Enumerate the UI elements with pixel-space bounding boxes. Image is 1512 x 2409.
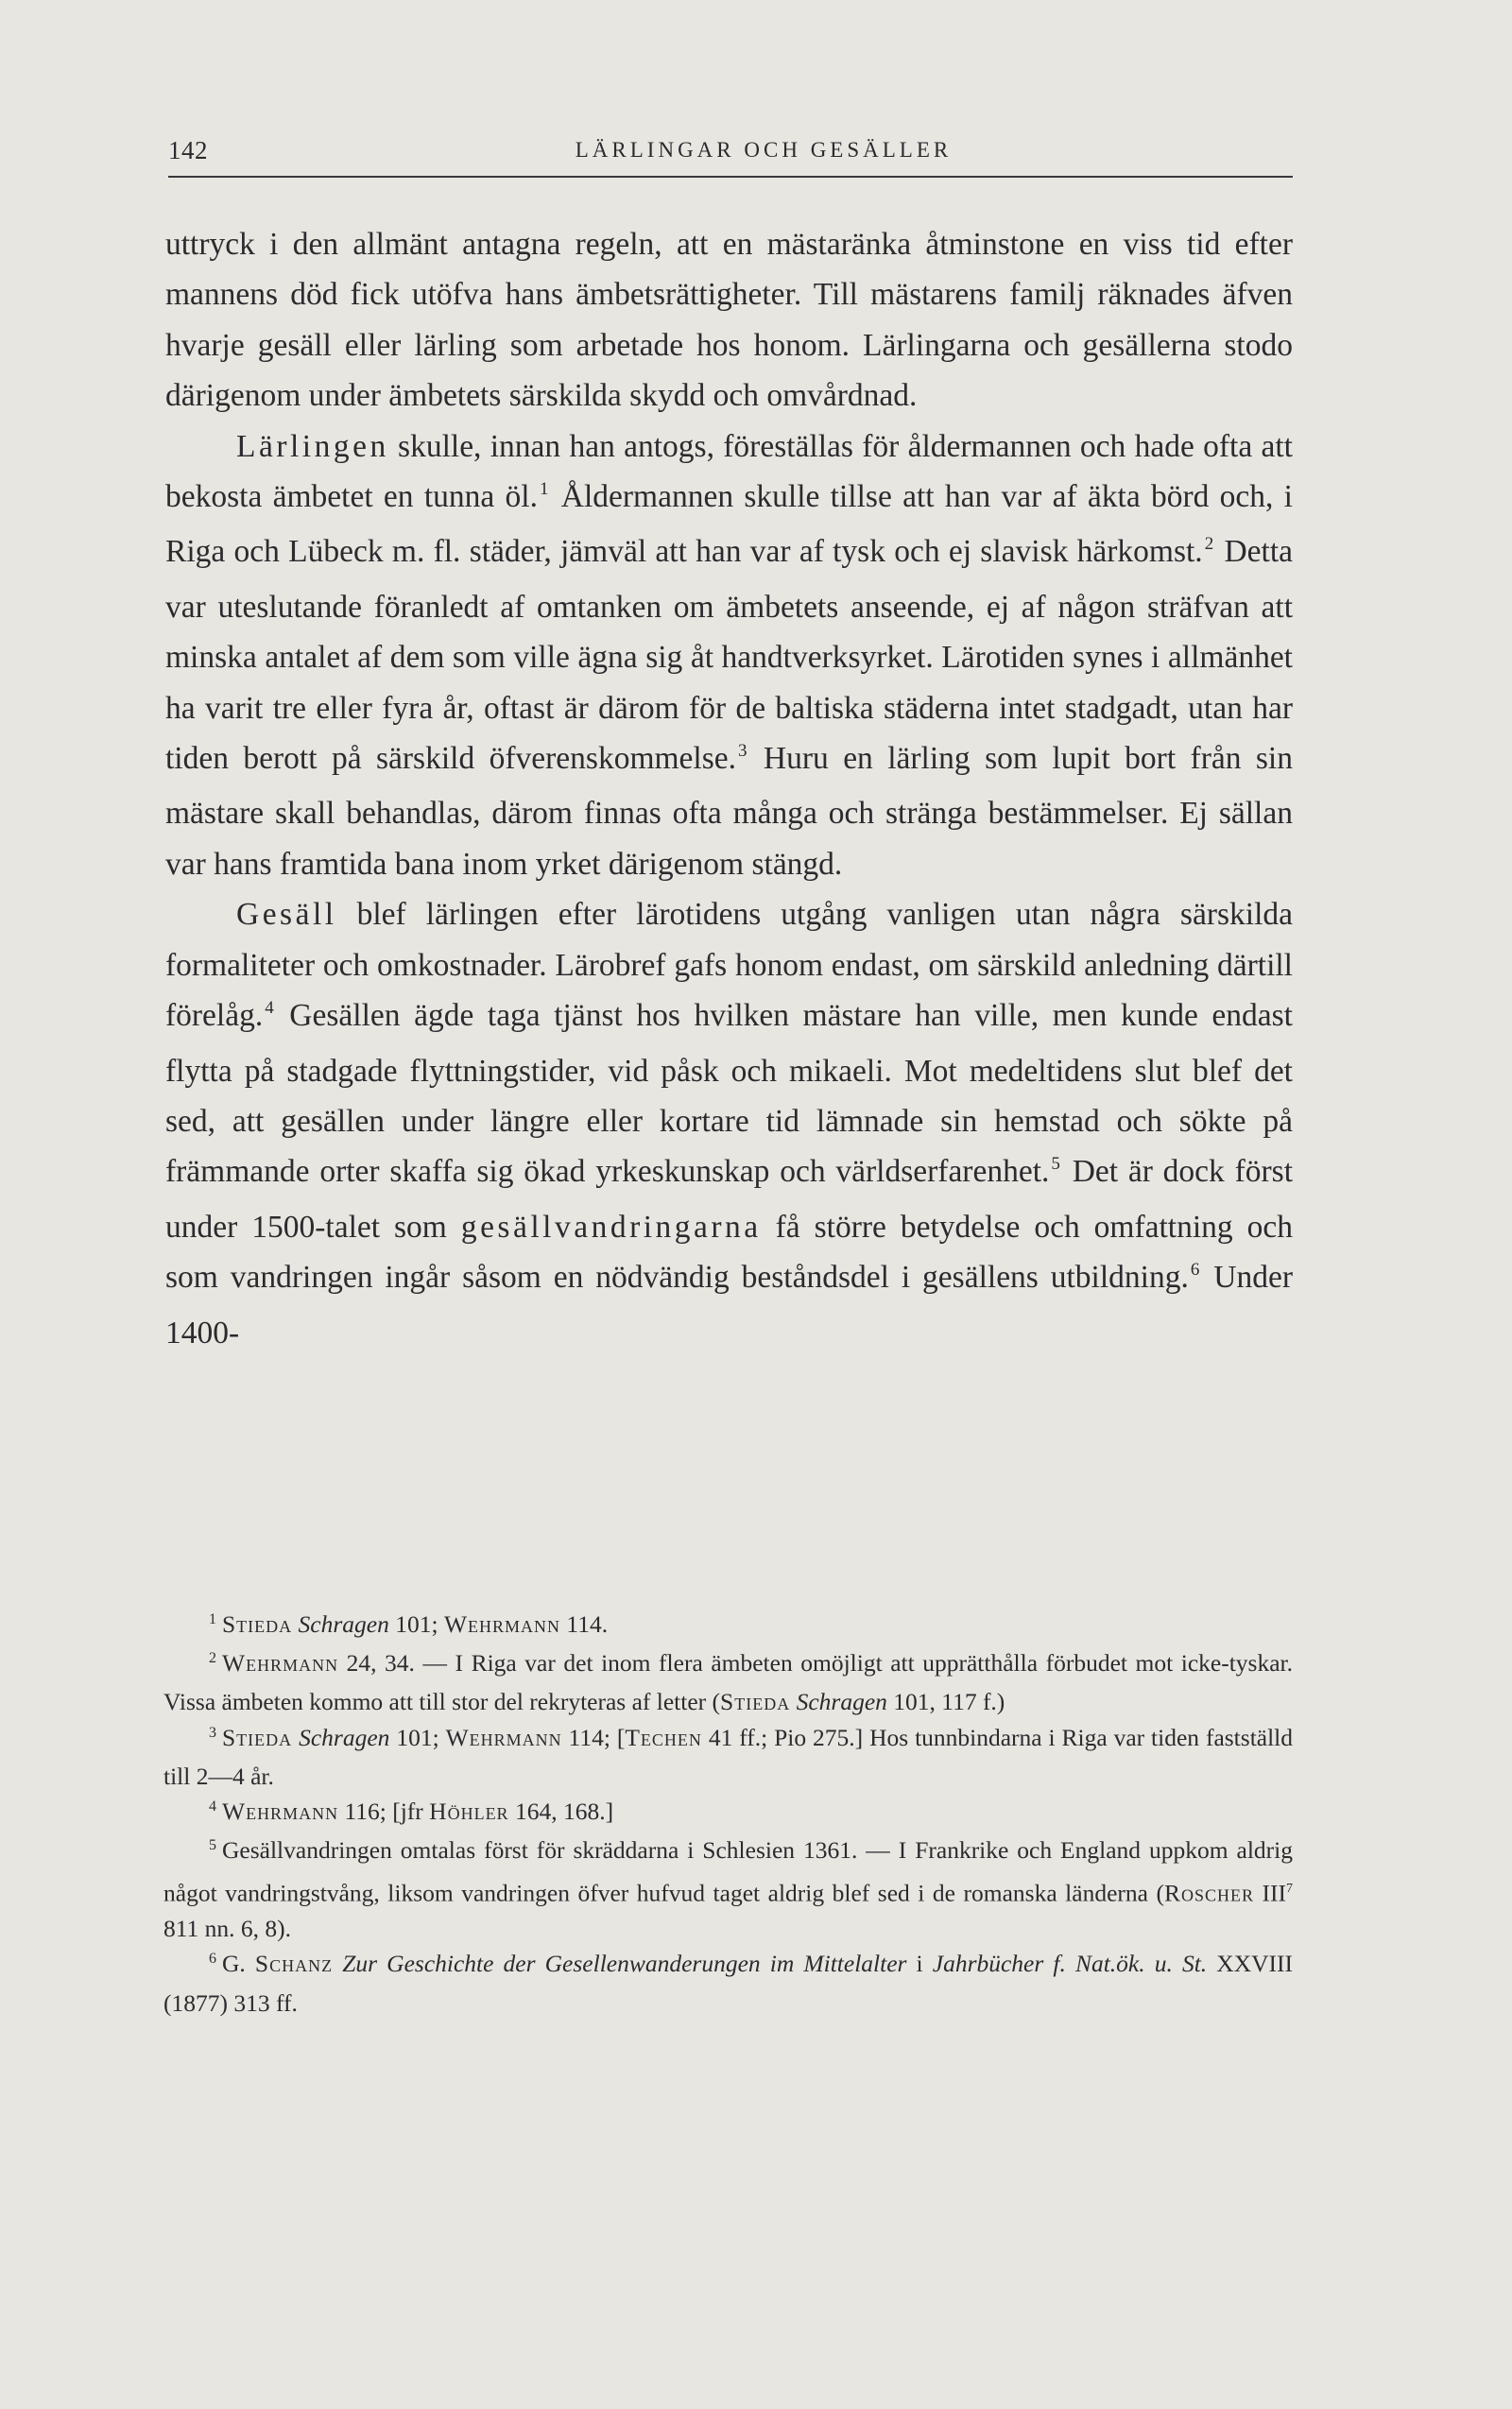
text-run: XXVIII (1877) 313 ff. bbox=[163, 1950, 1294, 2017]
spaced-term-gesallvandringarna: gesällvandringarna bbox=[460, 1209, 762, 1245]
spaced-term-larlingen: Lärlingen bbox=[236, 428, 389, 464]
footnote-6 bbox=[163, 1946, 1293, 2020]
page-number: 142 bbox=[168, 136, 208, 164]
footnote-1 bbox=[163, 1607, 1293, 1645]
author: Schanz bbox=[254, 1950, 334, 1978]
text-run: få större betydelse och omfattning och som vandringen ingår såsom en nödvändig beståndsdel i gesällens utbildning. bbox=[165, 1209, 1293, 1296]
author: Höhler bbox=[429, 1798, 509, 1826]
text-run: 101; bbox=[389, 1723, 446, 1751]
author: Wehrmann bbox=[445, 1723, 562, 1751]
footnote-ref-6[interactable]: 6 bbox=[1190, 1260, 1200, 1281]
edition-superscript: 7 bbox=[1286, 1882, 1293, 1897]
running-title: LÄRLINGAR OCH GESÄLLER bbox=[575, 138, 953, 162]
footnote-3 bbox=[163, 1720, 1293, 1794]
footnote-mark: 6 bbox=[209, 1951, 216, 1968]
text-run: 116; [jfr bbox=[338, 1798, 430, 1826]
author: Wehrmann bbox=[222, 1649, 339, 1678]
paragraph-1: uttryck i den allmänt antagna regeln, att en mästaränka åtminstone en viss tid efter mannens död fick utöfva hans ämbetsrättigheter. Till mästarens familj räknades äfven hvarje gesäll eller lärling som arbetade hos honom. Lärlingarna och gesällerna stodo därigenom under ämbetets särskilda skydd och omvårdnad. bbox=[165, 227, 1293, 414]
text-run: III bbox=[1254, 1879, 1286, 1907]
text-run: 101; bbox=[388, 1610, 444, 1638]
text-run: Under 1400- bbox=[165, 1260, 1293, 1351]
author: Techen bbox=[625, 1723, 702, 1751]
footnote-mark: 1 bbox=[209, 1611, 216, 1627]
footnote-ref-1[interactable]: 1 bbox=[539, 479, 549, 500]
text-run: G. bbox=[222, 1950, 255, 1978]
work-title: Schragen bbox=[796, 1688, 887, 1716]
footnote-mark: 4 bbox=[209, 1798, 216, 1815]
text-run: Gesällen ägde taga tjänst hos hvilken mästare han ville, men kunde endast flytta på stadgade flyttningstider, vid påsk och mikaeli. Mot medeltidens slut blef det sed, att gesällen under längre eller kortare tid lämnade sin hemstad och sökte på främmande orter skaffa sig ökad yrkeskunskap och världserfarenhet. bbox=[165, 998, 1293, 1190]
text-run: 114. bbox=[560, 1610, 609, 1638]
paragraph-2 bbox=[165, 422, 1293, 890]
footnote-2 bbox=[163, 1645, 1293, 1719]
author: Wehrmann bbox=[443, 1610, 561, 1638]
footnotes bbox=[163, 1607, 1293, 2021]
spaced-term-gesall: Gesäll bbox=[236, 897, 337, 933]
text-run: blef lärlingen efter lärotidens utgång vanligen utan några särskilda formaliteter och omkostnader. Lärobref gafs honom endast, om särskild anledning därtill förelåg. bbox=[165, 897, 1293, 1034]
text-run: 114; [ bbox=[561, 1723, 626, 1751]
author: Stieda bbox=[222, 1610, 293, 1638]
text-run: 164, 168.] bbox=[508, 1798, 614, 1826]
running-header bbox=[168, 132, 1293, 178]
footnote-mark: 3 bbox=[209, 1724, 216, 1741]
footnote-ref-5[interactable]: 5 bbox=[1051, 1154, 1060, 1175]
footnote-mark: 5 bbox=[209, 1837, 216, 1854]
text-run: 811 nn. 6, 8). bbox=[163, 1915, 292, 1943]
text-run: 24, 34. — I Riga var det inom flera ämbeten omöjligt att upprätthålla förbudet mot icke-tyskar. Vissa ämbeten kommo att till stor del rekryteras af letter ( bbox=[163, 1649, 1293, 1716]
text-run: 101, 117 f.) bbox=[886, 1688, 1005, 1716]
text-run: 41 ff.; Pio 275.] Hos tunnbindarna i Riga var tiden fastställd till 2—4 år. bbox=[163, 1723, 1294, 1790]
footnote-ref-2[interactable]: 2 bbox=[1204, 534, 1214, 555]
footnote-5 bbox=[163, 1833, 1293, 1946]
author: Stieda bbox=[720, 1688, 791, 1716]
text-run: Det är dock först under 1500-talet som bbox=[165, 1154, 1294, 1245]
footnote-mark: 2 bbox=[209, 1650, 216, 1667]
author: Roscher bbox=[1163, 1879, 1254, 1907]
text-run: Huru en lärling som lupit bort från sin mästare skall behandlas, därom finnas ofta många och stränga bestämmelser. Ej sällan var hans framtida bana inom yrket därigenom stängd. bbox=[165, 741, 1293, 882]
footnote-ref-4[interactable]: 4 bbox=[265, 998, 274, 1019]
text-run: Gesällvandringen omtalas först för skräddarna i Schlesien 1361. — I Frankrike och England uppkom aldrig något vandringstvång, liksom vandringen öfver hufvud taget aldrig blef sed i de romanska länderna ( bbox=[163, 1836, 1293, 1907]
text-run: Åldermannen skulle tillse att han var af äkta börd och, i Riga och Lübeck m. fl. städer, jämväl att han var af tysk och ej slavisk härkomst. bbox=[165, 479, 1293, 570]
work-title: Schragen bbox=[299, 1723, 390, 1751]
footnote-4 bbox=[163, 1794, 1293, 1833]
author: Stieda bbox=[222, 1723, 293, 1751]
journal-title: Jahrbücher f. Nat.ök. u. St. bbox=[932, 1950, 1208, 1978]
paragraph-3 bbox=[165, 889, 1293, 1358]
text-run: skulle, innan han antogs, föreställas för åldermannen och hade ofta att bekosta ämbetet en tunna öl. bbox=[165, 428, 1293, 515]
text-run: Detta var uteslutande föranledt af omtanken om ämbetets anseende, ej af någon sträfvan att minska antalet af dem som ville ägna sig åt handtverksyrket. Lärotiden synes i allmänhet ha varit tre eller fyra år, oftast är därom för de baltiska städerna intet stadgadt, utan har tiden berott på särskild öfverenskommelse. bbox=[165, 534, 1293, 777]
work-title: Zur Geschichte der Gesellenwanderungen im Mittelalter bbox=[342, 1950, 907, 1978]
text-run: i bbox=[906, 1950, 933, 1978]
main-text bbox=[165, 219, 1293, 1358]
author: Wehrmann bbox=[222, 1798, 339, 1826]
work-title: Schragen bbox=[298, 1610, 389, 1638]
footnote-ref-3[interactable]: 3 bbox=[738, 741, 747, 762]
